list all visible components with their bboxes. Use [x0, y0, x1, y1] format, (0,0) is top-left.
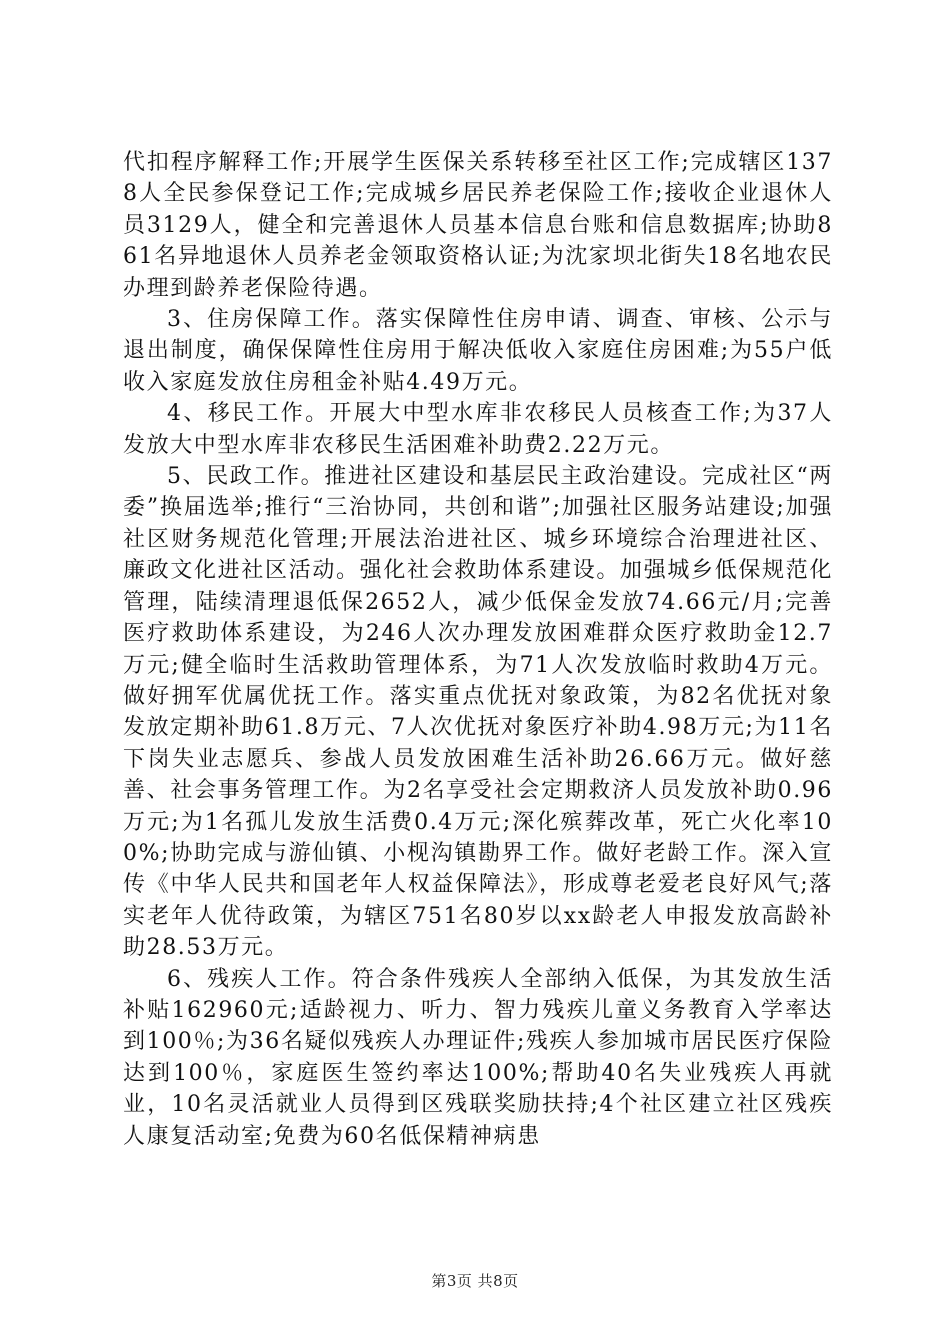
paragraph-continued: 代扣程序解释工作;开展学生医保关系转移至社区工作;完成辖区1378人全民参保登记工作;完成城乡居民养老保险工作;接收企业退休人员3129人，健全和完善退休人员基本信息台账和信息数据库;协助861名异地退休人员养老金领取资格认证;为沈家坝北街失18名地农民办理到龄养老保险待遇。 [123, 150, 833, 301]
paragraph-disability: 6、残疾人工作。符合条件残疾人全部纳入低保，为其发放生活补贴162960元;适龄视力、听力、智力残疾儿童义务教育入学率达到100％;为36名疑似残疾人办理证件;残疾人参加城市居民医疗保险达到100％，家庭医生签约率达100%;帮助40名失业残疾人再就业，10名灵活就业人员得到区残联奖励扶持;4个社区建立社区残疾人康复活动室;免费为60名低保精神病患 [123, 966, 833, 1149]
paragraph-housing: 3、住房保障工作。落实保障性住房申请、调查、审核、公示与退出制度，确保保障性住房用于解决低收入家庭住房困难;为55户低收入家庭发放住房租金补贴4.49万元。 [123, 307, 833, 395]
document-body [123, 147, 833, 1152]
page-footer: 第3页 共8页 [431, 1272, 519, 1290]
paragraph-migration: 4、移民工作。开展大中型水库非农移民人员核查工作;为37人发放大中型水库非农移民生活困难补助费2.22万元。 [123, 401, 833, 458]
paragraph-civil-affairs: 5、民政工作。推进社区建设和基层民主政治建设。完成社区“两委”换届选举;推行“三治协同，共创和谐”;加强社区服务站建设;加强社区财务规范化管理;开展法治进社区、城乡环境综合治理进社区、廉政文化进社区活动。强化社会救助体系建设。加强城乡低保规范化管理，陆续清理退低保2652人，减少低保金发放74.66元/月;完善医疗救助体系建设，为246人次办理发放困难群众医疗救助金12.7万元;健全临时生活救助管理体系，为71人次发放临时救助4万元。做好拥军优属优抚工作。落实重点优抚对象政策，为82名优抚对象发放定期补助61.8万元、7人次优抚对象医疗补助4.98万元;为11名下岗失业志愿兵、参战人员发放困难生活补助26.66万元。做好慈善、社会事务管理工作。为2名享受社会定期救济人员发放补助0.96万元;为1名孤儿发放生活费0.4万元;深化殡葬改革，死亡火化率100%;协助完成与游仙镇、小枧沟镇勘界工作。做好老龄工作。深入宣传《中华人民共和国老年人权益保障法》，形成尊老爱老良好风气;落实老年人优待政策，为辖区751名80岁以xx龄老人申报发放高龄补助28.53万元。 [123, 464, 833, 961]
